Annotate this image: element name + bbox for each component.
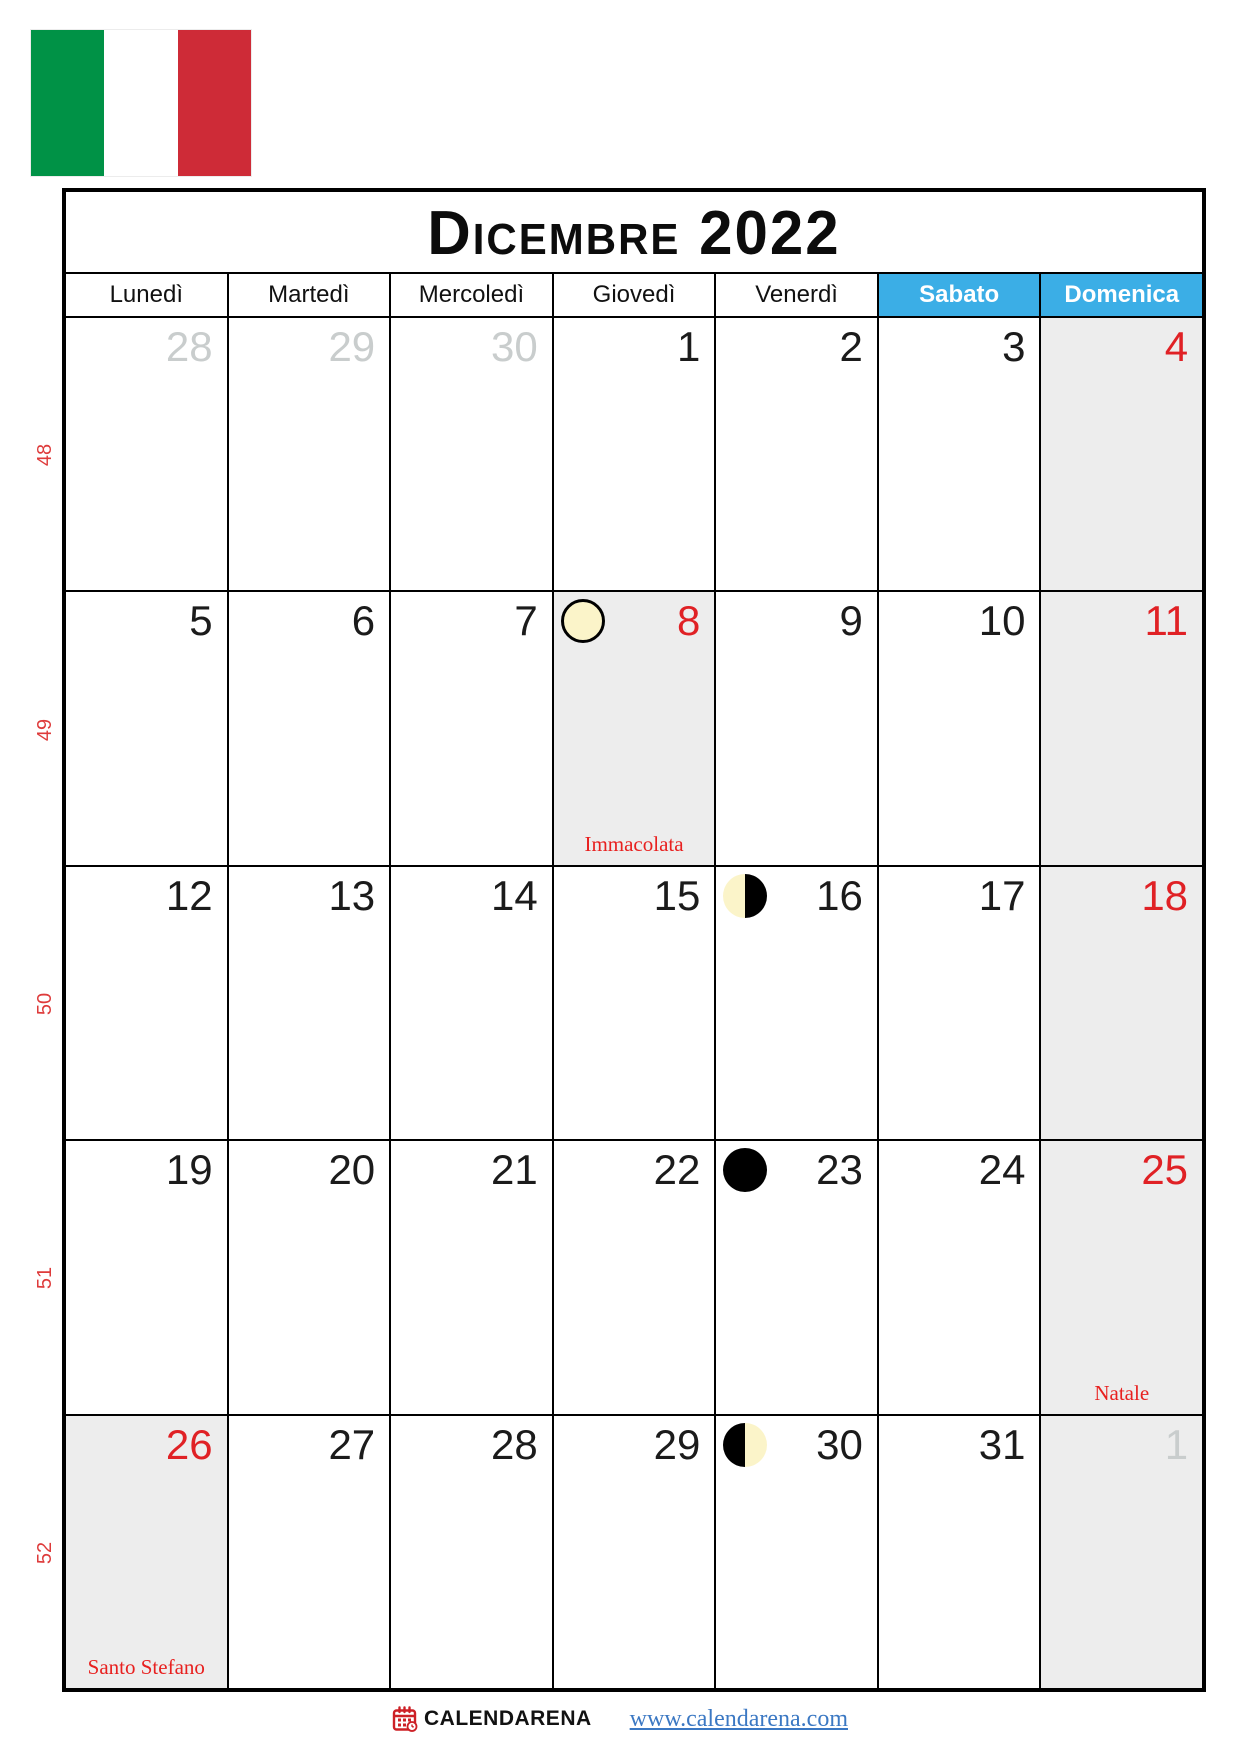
day-number: 21 (491, 1146, 538, 1194)
day-cell-4 (1039, 318, 1202, 590)
day-cell-21 (389, 1141, 552, 1413)
day-number: 4 (1164, 323, 1189, 370)
last-quarter-moon-icon (723, 874, 767, 918)
day-number: 18 (1141, 871, 1189, 919)
day-cell-18 (1039, 867, 1202, 1139)
day-cell-22 (552, 1141, 715, 1413)
day-number: 29 (328, 323, 376, 370)
day-cell-29-outside (227, 318, 390, 590)
day-number: 14 (491, 871, 538, 919)
day-cell-5 (66, 592, 227, 864)
day-number: 6 (351, 597, 376, 645)
day-cell-28 (389, 1416, 552, 1688)
day-cell-19 (66, 1141, 227, 1413)
day-number: 8 (676, 597, 701, 645)
day-number: 20 (328, 1146, 376, 1194)
day-number: 1 (676, 323, 701, 370)
week-number-51: 51 (33, 1266, 56, 1290)
day-number: 11 (1144, 597, 1189, 645)
day-number: 12 (165, 871, 213, 919)
weekday-header-row (66, 274, 1202, 318)
calendar-icon (392, 1706, 419, 1733)
italy-flag (30, 29, 252, 177)
day-number: 3 (1002, 323, 1026, 370)
title-box (66, 192, 1202, 274)
weekday-header-venerd: Venerdì (714, 274, 877, 316)
day-cell-11 (1039, 592, 1202, 864)
day-cell-30-outside (389, 318, 552, 590)
calendar-grid (62, 188, 1206, 1692)
day-cell-30 (714, 1416, 877, 1688)
day-number: 19 (165, 1146, 213, 1194)
week-number-50: 50 (33, 992, 56, 1016)
holiday-label: Natale (1094, 1380, 1150, 1405)
weekday-header-gioved: Giovedì (552, 274, 715, 316)
day-number: 22 (653, 1146, 701, 1194)
day-cell-2 (714, 318, 877, 590)
brand-name: CALENDARENA (423, 1707, 592, 1730)
page-title: Dicembre 2022 (427, 197, 841, 267)
weekday-header-luned: Lunedì (66, 274, 227, 316)
day-cell-23 (714, 1141, 877, 1413)
first-quarter-moon-icon (723, 1423, 767, 1467)
day-cell-15 (552, 867, 715, 1139)
day-number: 28 (491, 1420, 538, 1468)
week-row (66, 867, 1202, 1141)
day-cell-10 (877, 592, 1040, 864)
day-number: 9 (839, 597, 863, 645)
week-row (66, 318, 1202, 592)
day-number: 31 (978, 1420, 1026, 1468)
weekday-header-domenica: Domenica (1039, 274, 1202, 316)
day-number: 23 (816, 1146, 863, 1194)
day-cell-3 (877, 318, 1040, 590)
website-link[interactable]: www.calendarena.com (629, 1705, 848, 1732)
full-moon-icon (561, 599, 605, 643)
day-number: 30 (491, 323, 538, 370)
day-cell-29 (552, 1416, 715, 1688)
day-cell-16 (714, 867, 877, 1139)
day-cell-24 (877, 1141, 1040, 1413)
day-cell-1-outside (1039, 1416, 1202, 1688)
day-cell-6 (227, 592, 390, 864)
calendarena-logo (392, 1706, 592, 1733)
day-cell-9 (714, 592, 877, 864)
day-cell-31 (877, 1416, 1040, 1688)
day-cell-26 (66, 1416, 227, 1688)
day-number: 25 (1141, 1146, 1189, 1194)
week-number-48: 48 (33, 443, 56, 467)
flag-white-stripe (104, 30, 177, 176)
day-number: 27 (328, 1420, 376, 1468)
day-number: 2 (839, 323, 863, 370)
day-cell-27 (227, 1416, 390, 1688)
day-number: 7 (514, 597, 538, 645)
footer (0, 1700, 1240, 1738)
day-number: 24 (978, 1146, 1026, 1194)
day-cell-7 (389, 592, 552, 864)
new-moon-icon (723, 1148, 767, 1192)
day-number: 16 (816, 871, 863, 919)
day-cell-28-outside (66, 318, 227, 590)
day-cell-13 (227, 867, 390, 1139)
week-row (66, 592, 1202, 866)
week-row (66, 1416, 1202, 1688)
day-number: 13 (328, 871, 376, 919)
weekday-header-marted: Martedì (227, 274, 390, 316)
day-cell-17 (877, 867, 1040, 1139)
flag-red-stripe (178, 30, 251, 176)
week-row (66, 1141, 1202, 1415)
day-cell-12 (66, 867, 227, 1139)
day-number: 5 (189, 597, 213, 645)
flag-green-stripe (31, 30, 104, 176)
day-cell-1 (552, 318, 715, 590)
day-number: 29 (653, 1420, 701, 1468)
day-number: 15 (653, 871, 701, 919)
weekday-header-sabato: Sabato (877, 274, 1040, 316)
day-number: 28 (165, 323, 213, 370)
day-cell-14 (389, 867, 552, 1139)
weeks-grid (66, 318, 1202, 1688)
day-number: 10 (978, 597, 1026, 645)
week-number-52: 52 (33, 1541, 56, 1565)
day-number: 26 (165, 1420, 213, 1468)
day-number: 1 (1164, 1420, 1189, 1468)
day-cell-20 (227, 1141, 390, 1413)
holiday-label: Santo Stefano (87, 1655, 205, 1680)
day-number: 30 (816, 1420, 863, 1468)
day-number: 17 (978, 871, 1026, 919)
weekday-header-mercoled: Mercoledì (389, 274, 552, 316)
week-number-49: 49 (33, 718, 56, 742)
holiday-label: Immacolata (584, 831, 684, 856)
day-cell-25 (1039, 1141, 1202, 1413)
day-cell-8 (552, 592, 715, 864)
